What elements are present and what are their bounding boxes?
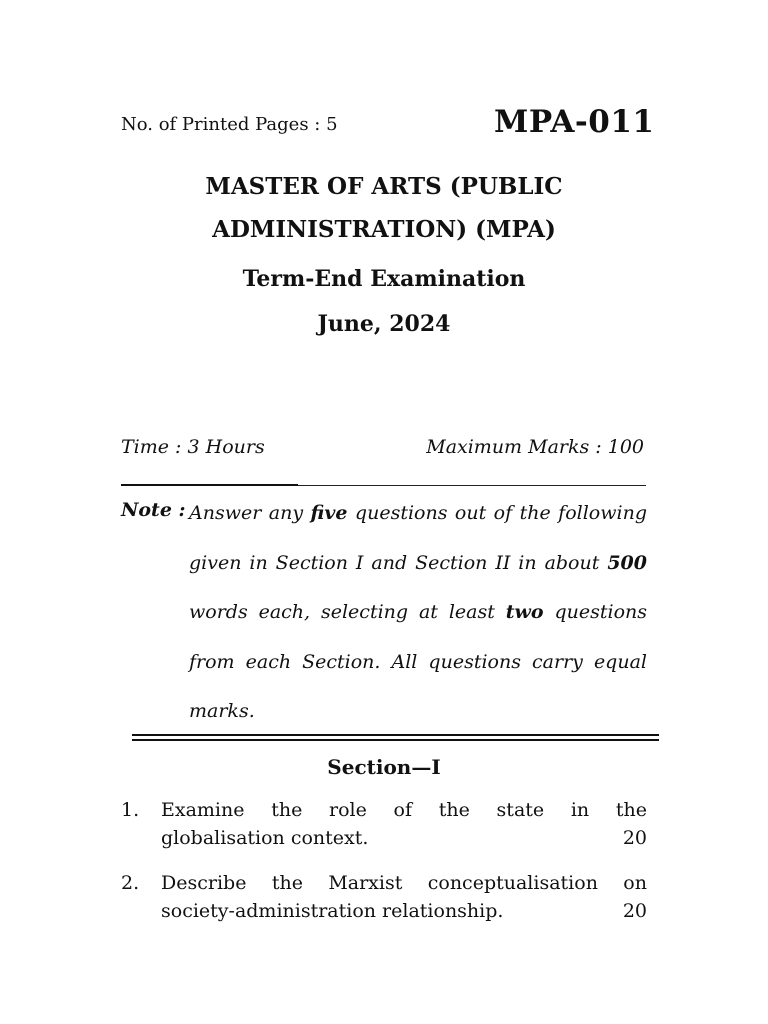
note-label: Note :: [121, 499, 186, 521]
note-text: questions out of the following given in Section I and Section II in about: [189, 502, 647, 574]
exam-duration: Time : 3 Hours: [121, 436, 265, 458]
course-code: MPA-011: [494, 104, 655, 140]
note-emphasis: five: [310, 502, 348, 524]
note-emphasis: 500: [607, 551, 647, 574]
question-line: Describe the Marxist conceptualisation on: [161, 872, 647, 894]
programme-title-line1: MASTER OF ARTS (PUBLIC: [205, 173, 563, 200]
maximum-marks: Maximum Marks : 100: [426, 436, 644, 458]
section-divider-top: [132, 734, 659, 736]
exam-name: Term-End Examination: [242, 266, 526, 292]
programme-title-line2: ADMINISTRATION) (MPA): [212, 216, 556, 243]
section-heading: Section—I: [327, 755, 441, 779]
question-marks: 20: [622, 827, 647, 849]
question-line: Examine the role of the state in the: [161, 799, 647, 821]
question-marks: 20: [622, 900, 647, 922]
question-text: [161, 796, 647, 852]
note-text: questions from each Section. All questions carry equal marks.: [189, 601, 647, 722]
printed-pages-count: No. of Printed Pages : 5: [121, 114, 338, 135]
question-number: 2.: [121, 872, 140, 894]
exam-session: June, 2024: [317, 311, 451, 337]
note-emphasis: two: [505, 601, 544, 623]
question-line: society-administration relationship.: [161, 900, 504, 922]
note-text: Answer any: [189, 502, 311, 524]
note-text: words each, selecting at least: [189, 601, 506, 623]
question-line: globalisation context.: [161, 827, 369, 849]
question-number: 1.: [121, 799, 140, 821]
section-divider-bottom: [132, 739, 659, 741]
divider-rule-accent: [121, 484, 298, 486]
note-instructions: [189, 489, 647, 737]
question-text: [161, 869, 647, 925]
